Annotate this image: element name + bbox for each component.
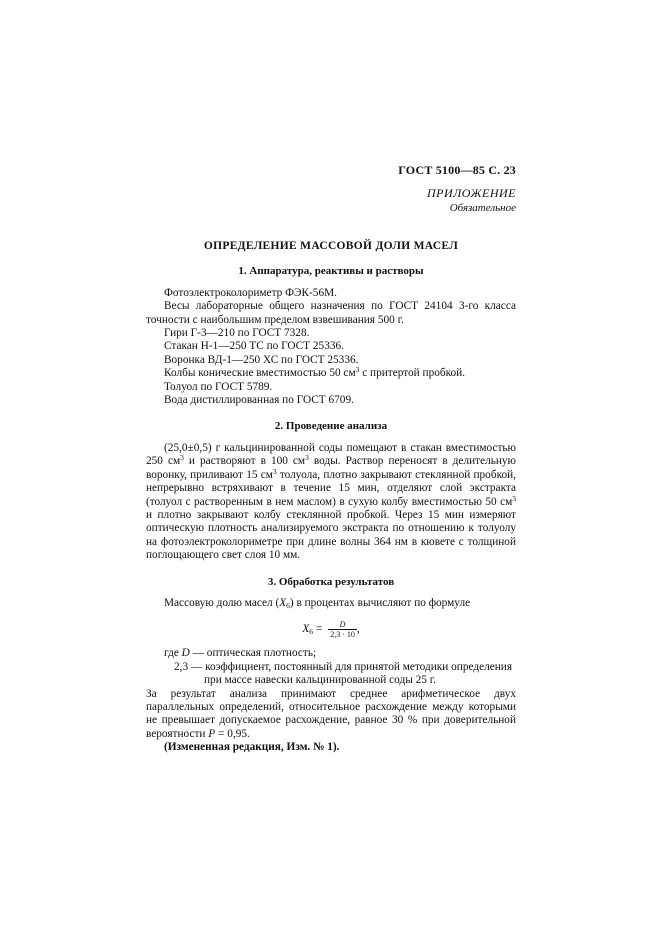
result-paragraph: За результат анализа принимают среднее арифметическое двух параллельных определений, относительное расхождение между которыми не превышает допускаемое расхождение, равное 30 % при доверительной вероятности P = 0,95. [146, 687, 516, 740]
procedure-paragraph: (25,0±0,5) г кальцинированной соды помещают в стакан вместимостью 250 $см^3$ и растворяют в 100 $см^3$ воды. Раствор переносят в делительную воронку, приливают 15 $см^3$ толуола, плотно закрывают стеклянной пробкой, непрерывно встряхивают в течение 15 мин, отделяют слой экстракта (толуол с растворенным в нем маслом) в сухую колбу вместимостью 50 $см^3$ и плотно закрывают колбу стеклянной пробкой. Через 15 мин измеряют оптическую плотность анализируемого экстракта по отношению к толуолу на фотоэлектроколориметре при длине волны 364 нм в кювете с толщиной поглощающего свет слоя 10 мм. [146, 441, 517, 562]
equipment-item: Фотоэлектроколориметр ФЭК-56М. [164, 286, 337, 299]
equipment-item: Вода дистиллированная по ГОСТ 6709. [164, 394, 354, 407]
edition-note: (Измененная редакция, Изм. № 1). [164, 741, 340, 754]
section-1-title: 1. Аппаратура, реактивы и растворы [238, 265, 424, 278]
appendix-type: Обязательное [449, 202, 516, 214]
formula-definition: 2,3 — коэффициент, постоянный для принятой методики определения [174, 660, 513, 673]
document-title: ОПРЕДЕЛЕНИЕ МАССОВОЙ ДОЛИ МАСЕЛ [203, 240, 459, 252]
equipment-item: Стакан Н-1—250 ТС по ГОСТ 25336. [164, 340, 344, 353]
formula: $X_6$ = $\frac{D}{2,3 \cdot 10}$ , [302, 620, 360, 640]
document-body [146, 240, 516, 755]
equipment-item: Колбы конические вместимостью 50 $см^3$ с притертой пробкой. [164, 365, 466, 380]
formula-definition: где D — оптическая плотность; [164, 647, 317, 660]
page-header: ГОСТ 5100—85 С. 23 [398, 163, 516, 177]
equipment-item: Воронка ВД-1—250 ХС по ГОСТ 25336. [164, 353, 359, 366]
section-2-title: 2. Проведение анализа [274, 420, 388, 433]
equipment-item: Толуол по ГОСТ 5789. [164, 380, 273, 393]
equipment-item: Весы лабораторные общего назначения по ГОСТ 24104 3-го класса точности с наибольшим пределом взвешивания 500 г. [146, 300, 516, 326]
formula-fraction: $\frac{D}{2,3 \cdot 10}$ [330, 620, 355, 640]
section-3-title: 3. Обработка результатов [267, 575, 395, 588]
formula-definition-continued: при массе навески кальцинированной соды 25 г. [204, 674, 436, 687]
equipment-item: Гири Г-3—210 по ГОСТ 7328. [164, 327, 310, 340]
formula-intro: Массовую долю масел $(X_6)$ в процентах вычисляют по формуле [164, 596, 471, 610]
appendix-label: ПРИЛОЖЕНИЕ [427, 186, 516, 200]
appendix-label-block [427, 186, 516, 214]
